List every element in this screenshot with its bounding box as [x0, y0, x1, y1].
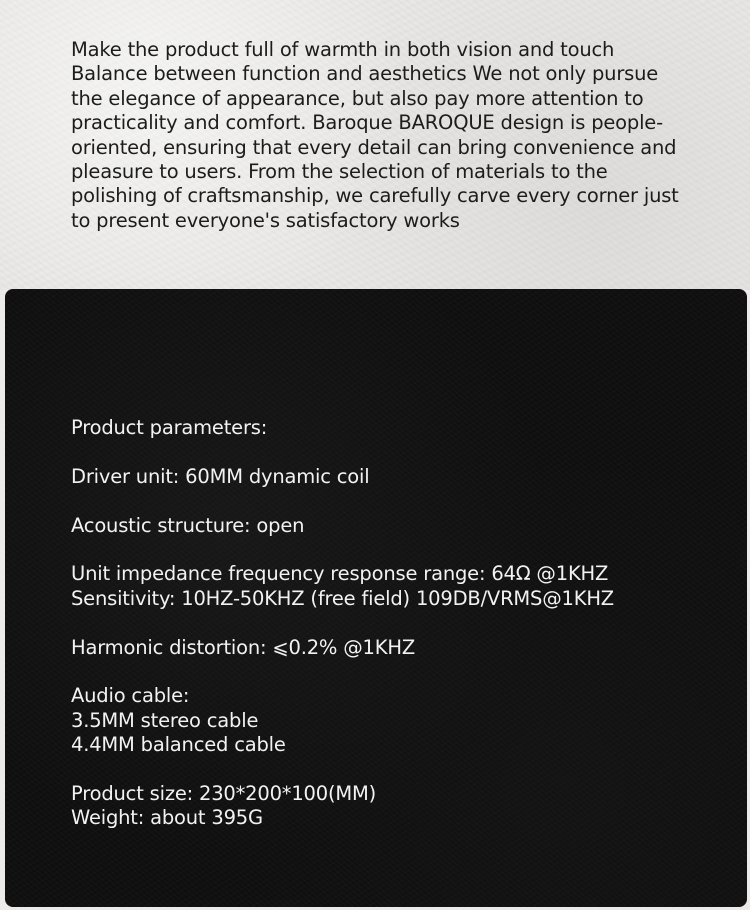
- param-audio-cable-label: Audio cable:: [71, 684, 190, 708]
- param-weight: Weight: about 395G: [71, 806, 263, 830]
- param-cable-option: 4.4MM balanced cable: [71, 733, 286, 757]
- intro-line: pleasure to users. From the selection of materials to the: [71, 160, 608, 184]
- intro-line: Make the product full of warmth in both vision and touch: [71, 38, 615, 61]
- product-parameters: [71, 416, 711, 831]
- intro-line: Balance between function and aesthetics We not only pursue: [71, 62, 659, 86]
- parameters-heading: Product parameters:: [71, 416, 268, 439]
- param-acoustic-structure: Acoustic structure: open: [71, 513, 305, 537]
- intro-paragraph: [71, 38, 679, 233]
- param-product-size: Product size: 230*200*100(MM): [71, 782, 377, 805]
- intro-line: practicality and comfort. Baroque BAROQUE design is people-: [71, 111, 663, 135]
- param-sensitivity: Sensitivity: 10HZ-50KHZ (free field) 109DB/VRMS@1KHZ: [71, 586, 614, 610]
- intro-line: oriented, ensuring that every detail can bring convenience and: [71, 135, 677, 159]
- param-cable-option: 3.5MM stereo cable: [71, 708, 259, 732]
- intro-line: polishing of craftsmanship, we carefully carve every corner just: [71, 184, 679, 208]
- intro-line: the elegance of appearance, but also pay more attention to: [71, 86, 644, 110]
- intro-line: to present everyone's satisfactory works: [71, 208, 460, 232]
- param-driver-unit: Driver unit: 60MM dynamic coil: [71, 464, 370, 488]
- param-harmonic-distortion: Harmonic distortion: ⩽0.2% @1KHZ: [71, 635, 415, 659]
- intro-section: [0, 0, 750, 290]
- param-impedance: Unit impedance frequency response range: 64Ω @1KHZ: [71, 562, 609, 586]
